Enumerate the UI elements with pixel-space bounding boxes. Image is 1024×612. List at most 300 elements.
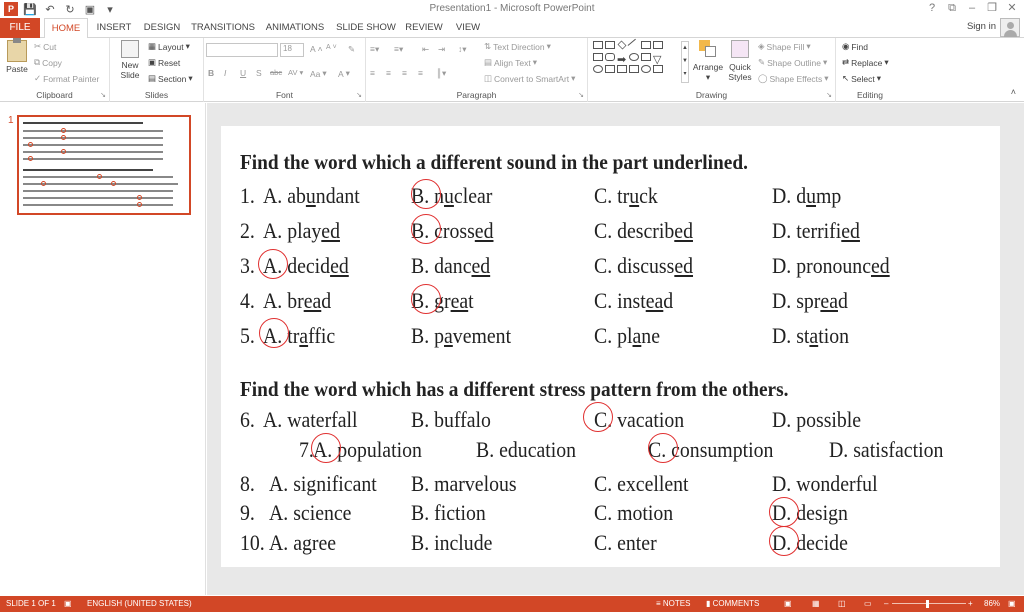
new-slide-label-2: Slide (120, 70, 140, 80)
answer-circle (411, 214, 441, 244)
shape-outline-label: Shape Outline (767, 57, 821, 68)
option-a: A. agree (269, 530, 337, 555)
tab-file[interactable]: FILE (0, 18, 40, 38)
tab-transitions[interactable]: TRANSITIONS (191, 22, 255, 33)
reset-icon: ▣ (148, 57, 157, 67)
change-case-button[interactable]: Aa ▾ (310, 68, 327, 79)
comments-label: COMMENTS (712, 599, 760, 608)
zoom-level[interactable]: 86% (984, 599, 1001, 608)
option-text: ck (639, 183, 658, 208)
tab-review[interactable]: REVIEW (405, 22, 443, 33)
font-group (204, 38, 366, 102)
answer-circle (311, 433, 341, 463)
option-text: t (468, 288, 474, 313)
language-status[interactable]: ENGLISH (UNITED STATES) (87, 599, 192, 608)
paint-bucket-icon: ◈ (758, 41, 765, 51)
rectangle-shape-icon[interactable] (617, 65, 627, 73)
option-text: mp (816, 183, 842, 208)
thumb-line (23, 151, 163, 153)
tab-home[interactable]: HOME (44, 18, 88, 39)
character-spacing-button[interactable]: AV ▾ (288, 68, 304, 77)
option-d: D. decide (772, 530, 848, 555)
rectangle-shape-icon[interactable] (653, 65, 663, 73)
rectangle-shape-icon[interactable] (641, 53, 651, 61)
save-icon[interactable]: 💾 (23, 3, 37, 16)
circle-shape-icon[interactable] (593, 65, 603, 73)
zoom-slider-thumb[interactable] (926, 600, 929, 608)
drawing-dialog-launcher-icon[interactable]: ↘ (826, 92, 832, 99)
customize-qat-icon[interactable]: ▾ (107, 3, 113, 16)
option-text: ffic (308, 323, 336, 348)
replace-icon: ⇄ (842, 57, 850, 67)
option-c (594, 183, 658, 209)
shadow-button[interactable]: S (256, 68, 262, 78)
format-painter-label: Format Painter (43, 73, 100, 84)
shapes-scroll[interactable]: ▲ ▼ ▾ (681, 41, 689, 83)
underlined-part: a (444, 323, 453, 348)
option-b: B. buffalo (411, 407, 491, 432)
option-text: d (837, 288, 848, 313)
avatar[interactable] (1000, 18, 1020, 37)
answer-circle (258, 249, 288, 279)
option-b: B. education (476, 437, 577, 462)
underlined-part: ed (471, 253, 491, 278)
option-text: C. inst (594, 288, 646, 313)
option-a (263, 183, 360, 209)
underlined-part: u (305, 183, 316, 208)
underlined-part: ed (841, 218, 860, 243)
option-d: D. satisfaction (829, 437, 944, 462)
thumb-line (23, 144, 163, 146)
option-d (772, 288, 848, 314)
dialog-launcher-icon[interactable]: ↘ (100, 92, 106, 99)
help-button[interactable]: ? (928, 2, 936, 14)
notes-label: NOTES (662, 599, 691, 608)
question-number: 1. (240, 183, 255, 208)
heading-stress: Find the word which has a different stress pattern from the others. (240, 377, 789, 401)
option-text: d (663, 288, 674, 313)
decrease-indent-icon[interactable]: ⇤ (422, 44, 430, 54)
answer-circle (411, 284, 441, 314)
copy-button[interactable] (34, 57, 62, 68)
font-color-button[interactable]: A ▾ (338, 68, 350, 79)
restore-button[interactable]: ❐ (987, 2, 997, 14)
oval-shape-icon[interactable] (629, 53, 639, 61)
bullets-icon[interactable]: ≡▾ (370, 44, 380, 54)
quick-styles-button[interactable] (726, 40, 754, 82)
columns-icon[interactable]: ║▾ (436, 68, 447, 78)
option-text: A. decid (263, 253, 331, 278)
option-text: D. pronounc (772, 253, 871, 278)
shape-effects-label: Shape Effects (769, 73, 823, 84)
option-a: A. significant (269, 471, 377, 496)
underlined-part: a (632, 323, 642, 348)
copy-label: Copy (42, 57, 62, 68)
slide-thumbnail-pane (0, 103, 206, 595)
layout-icon: ▦ (148, 41, 157, 51)
option-d (772, 183, 841, 209)
shapes-gallery[interactable] (592, 41, 688, 83)
powerpoint-app-icon[interactable]: P (4, 2, 18, 16)
change-case-label: Aa (310, 68, 321, 79)
start-from-beginning-icon[interactable]: ▣ (84, 3, 96, 16)
option-text: d (321, 288, 332, 313)
new-slide-label: New (121, 60, 139, 70)
shrink-font-button[interactable]: A ˅ (326, 44, 337, 51)
underlined-part: ed (870, 253, 890, 278)
text-direction-label: Text Direction (493, 41, 545, 52)
paste-icon (7, 40, 27, 62)
thumb-line (23, 130, 163, 132)
font-group-label: Font (275, 90, 293, 100)
option-c (594, 253, 693, 279)
option-text: D. d (772, 183, 807, 208)
option-text: A. tr (263, 323, 300, 348)
shape-outline-button[interactable]: ✎ Shape Outline ▾ (758, 57, 828, 68)
option-c (594, 323, 660, 349)
zoom-out-icon[interactable]: – (884, 599, 889, 608)
underlined-part: ed (674, 253, 694, 278)
underlined-part: u (629, 183, 640, 208)
slides-group-label: Slides (144, 90, 169, 100)
title-bar (0, 0, 1024, 18)
option-a: A. science (269, 500, 352, 525)
paste-button[interactable] (4, 40, 30, 74)
align-text-label: Align Text (494, 57, 531, 68)
editing-group (836, 38, 904, 102)
select-button[interactable]: ↖ Select ▾ (842, 73, 882, 84)
rectangle-shape-icon[interactable] (653, 41, 663, 49)
clear-formatting-icon[interactable]: ✎ (348, 44, 356, 54)
slide-editor-area (207, 103, 1024, 595)
grow-font-button[interactable]: A ˄ (310, 44, 323, 54)
layout-label: Layout (158, 41, 184, 52)
line-shape-icon[interactable] (628, 39, 641, 52)
new-slide-icon (121, 40, 139, 58)
question-number: 10. (240, 530, 265, 555)
shape-effects-button[interactable]: ◯ Shape Effects ▾ (758, 73, 829, 84)
slide-sorter-icon[interactable]: ▦ (812, 599, 820, 608)
zoom-slider[interactable] (892, 603, 966, 604)
thumb-line (23, 158, 163, 160)
align-text-icon: ▤ (484, 57, 493, 67)
paragraph-group (366, 38, 588, 102)
pen-icon: ✎ (758, 57, 766, 67)
font-color-label: A (338, 68, 344, 79)
cross-shape-icon[interactable] (641, 65, 651, 73)
cut-button[interactable] (34, 41, 56, 52)
shape-fill-label: Shape Fill (766, 41, 805, 52)
section-button[interactable]: ▤ Section ▾ (148, 73, 193, 84)
shrink-font-label: A (326, 44, 331, 51)
ribbon-tabs (0, 18, 1024, 38)
heading-sound: Find the word which a different sound in the part underlined. (240, 150, 748, 174)
fit-slide-icon[interactable]: ▣ (1008, 599, 1016, 608)
thumb-circle (137, 202, 142, 207)
align-center-icon[interactable]: ≡ (386, 68, 391, 78)
rectangle-shape-icon[interactable] (605, 41, 615, 49)
zoom-in-icon[interactable]: + (968, 599, 973, 608)
option-text: B. n (411, 183, 445, 208)
thumb-circle (97, 174, 102, 179)
section-icon: ▤ (148, 73, 157, 83)
collapse-ribbon-icon[interactable]: ˄ (1010, 87, 1016, 97)
redo-icon[interactable]: ↻ (65, 3, 75, 16)
drawing-group-label: Drawing (695, 90, 728, 100)
answer-circle (769, 526, 799, 556)
underlined-part: ea (303, 288, 322, 313)
option-text: D. spr (772, 288, 821, 313)
option-text: B. p (411, 323, 445, 348)
smartart-icon: ◫ (484, 73, 493, 83)
reading-view-icon[interactable]: ◫ (838, 599, 846, 608)
thumb-line (23, 137, 163, 139)
option-d: D. design (772, 500, 848, 525)
option-text: A. ab (263, 183, 306, 208)
align-left-icon[interactable]: ≡ (370, 68, 375, 78)
question-number: 8. (240, 471, 255, 496)
question-number: 5. (240, 323, 255, 348)
binoculars-icon: ◉ (842, 41, 850, 51)
replace-button[interactable]: ⇄ Replace ▾ (842, 57, 889, 68)
increase-indent-icon[interactable]: ⇥ (438, 44, 446, 54)
option-text: C. tr (594, 183, 630, 208)
option-text: C. pl (594, 323, 633, 348)
rectangle-shape-icon[interactable] (605, 65, 615, 73)
option-c: C. enter (594, 530, 657, 555)
thumb-line (23, 122, 143, 124)
cursor-icon: ↖ (842, 73, 850, 83)
format-painter-button[interactable] (34, 73, 99, 84)
cut-label: Cut (43, 41, 57, 52)
option-text: ndant (315, 183, 360, 208)
notes-icon: ≡ (656, 599, 661, 608)
answer-circle (259, 318, 289, 348)
option-text: ne (641, 323, 660, 348)
normal-view-icon[interactable]: ▣ (784, 599, 792, 608)
layout-button[interactable]: ▦ Layout ▾ (148, 41, 190, 52)
slide-number: 1 (8, 115, 14, 126)
option-text: C. discuss (594, 253, 675, 278)
quick-styles-icon (731, 40, 749, 58)
find-label: Find (851, 41, 868, 52)
rectangle-shape-icon[interactable] (629, 65, 639, 73)
drawing-group (588, 38, 836, 102)
rectangle-shape-icon[interactable] (641, 41, 651, 49)
sign-in-link[interactable]: Sign in (966, 21, 996, 32)
option-c (594, 218, 693, 244)
option-text: C. describ (594, 218, 675, 243)
thumb-line (23, 169, 153, 171)
underlined-part: ea (645, 288, 664, 313)
question-number: 4. (240, 288, 255, 313)
align-right-icon[interactable]: ≡ (402, 68, 407, 78)
undo-icon[interactable]: ↶ (45, 3, 55, 16)
option-text: D. terrifi (772, 218, 842, 243)
triangle-shape-icon[interactable]: ▽ (653, 54, 662, 66)
thumb-circle (28, 156, 33, 161)
underlined-part: a (299, 323, 309, 348)
underlined-part: ea (450, 288, 469, 313)
option-text: tion (818, 323, 850, 348)
option-a (263, 288, 331, 314)
thumb-circle (61, 135, 66, 140)
thumb-circle (28, 142, 33, 147)
line-spacing-icon[interactable]: ↕▾ (458, 44, 467, 54)
character-spacing-label: AV (288, 68, 298, 77)
slide-count: SLIDE 1 OF 1 (6, 599, 56, 608)
font-dialog-launcher-icon[interactable]: ↘ (356, 92, 362, 99)
ribbon-display-options-button[interactable]: ⧉ (948, 2, 956, 14)
effects-icon: ◯ (758, 73, 768, 83)
underlined-part: ed (474, 218, 494, 243)
replace-label: Replace (851, 57, 883, 68)
option-text: B. cross (411, 218, 475, 243)
window-title: Presentation1 - Microsoft PowerPoint (429, 3, 595, 14)
grow-font-label: A (310, 44, 316, 54)
align-text-button[interactable]: ▤ Align Text ▾ (484, 57, 538, 68)
slide-thumbnail[interactable] (17, 115, 191, 215)
numbering-icon[interactable]: ≡▾ (394, 44, 404, 54)
question-number: 6. (240, 407, 255, 432)
thumb-circle (61, 128, 66, 133)
option-b: B. include (411, 530, 493, 555)
option-c: C. consumption (648, 437, 774, 462)
option-c: C. motion (594, 500, 674, 525)
option-b: B. marvelous (411, 471, 517, 496)
spell-check-icon[interactable]: ▣ (64, 599, 72, 608)
tab-insert[interactable]: INSERT (96, 22, 132, 33)
underlined-part: a (809, 323, 819, 348)
convert-smartart-button[interactable]: ◫ Convert to SmartArt ▾ (484, 73, 576, 84)
close-button[interactable]: ✕ (1007, 2, 1017, 14)
slides-group (110, 38, 204, 102)
thumb-circle (111, 181, 116, 186)
font-size-combo[interactable] (280, 43, 304, 57)
option-b: B. fiction (411, 500, 486, 525)
option-a: A. waterfall (263, 407, 358, 432)
status-bar (0, 596, 1024, 612)
tab-view[interactable]: VIEW (455, 22, 481, 33)
arrange-label: Arrange (692, 62, 724, 72)
smartart-label: Convert to SmartArt (494, 73, 570, 84)
rounded-rect-icon[interactable] (605, 53, 615, 61)
diamond-shape-icon[interactable] (618, 41, 627, 50)
text-direction-button[interactable]: ⇅ Text Direction ▾ (484, 41, 551, 52)
thumb-circle (61, 149, 66, 154)
tab-design[interactable]: DESIGN (143, 22, 181, 33)
new-slide-button[interactable] (116, 40, 144, 80)
answer-circle (411, 179, 441, 209)
rectangle-shape-icon[interactable] (593, 41, 603, 49)
underline-button[interactable]: U (240, 68, 247, 78)
arrange-icon (699, 40, 717, 58)
underlined-part: ed (330, 253, 349, 278)
thumb-circle (137, 195, 142, 200)
underlined-part: u (806, 183, 817, 208)
answer-circle (769, 497, 799, 527)
answer-circle (648, 433, 678, 463)
option-d: D. possible (772, 407, 862, 432)
option-c: C. vacation (594, 407, 685, 432)
ribbon (0, 38, 1024, 102)
option-text: vement (452, 323, 512, 348)
reset-button[interactable] (148, 57, 180, 68)
text-direction-icon: ⇅ (484, 41, 492, 51)
arrange-button[interactable]: Arrange ▾ (692, 40, 724, 82)
bold-button[interactable]: B (208, 68, 215, 78)
option-text: A. play (263, 218, 322, 243)
arrow-shape-icon[interactable]: ➡ (617, 54, 627, 66)
tab-slide-show[interactable]: SLIDE SHOW (336, 22, 396, 33)
quick-styles-label-2: Styles (728, 72, 752, 82)
option-b (411, 253, 490, 279)
question-number: 9. (240, 500, 255, 525)
underlined-part: u (444, 183, 454, 208)
option-b (411, 323, 511, 349)
comments-button[interactable] (706, 599, 759, 608)
option-c: C. excellent (594, 471, 689, 496)
thumb-line (23, 190, 173, 192)
slide-canvas[interactable] (221, 126, 1000, 567)
clipboard-group (0, 38, 110, 102)
answer-circle (583, 402, 613, 432)
option-text: B. gr (411, 288, 451, 313)
strikethrough-button[interactable]: abc (270, 68, 283, 77)
select-label: Select (851, 73, 875, 84)
rectangle-shape-icon[interactable] (593, 53, 603, 61)
question-number: 2. (240, 218, 255, 243)
option-d: D. wonderful (772, 471, 878, 496)
window-controls (922, 0, 1022, 16)
section-label: Section (158, 73, 187, 84)
italic-button[interactable]: I (224, 68, 227, 78)
minimize-button[interactable]: – (968, 2, 976, 14)
reset-label: Reset (158, 57, 181, 68)
option-c (594, 288, 673, 314)
underlined-part: ea (820, 288, 838, 313)
comment-icon: ▮ (706, 599, 711, 608)
scissors-icon: ✂ (34, 41, 42, 51)
clipboard-group-label: Clipboard (36, 90, 73, 100)
paragraph-dialog-launcher-icon[interactable]: ↘ (578, 92, 584, 99)
slideshow-view-icon[interactable]: ▭ (864, 599, 872, 608)
find-button[interactable] (842, 41, 868, 52)
option-text: A. br (263, 288, 304, 313)
option-text: D. st (772, 323, 810, 348)
justify-icon[interactable]: ≡ (418, 68, 423, 78)
option-text: clear (453, 183, 493, 208)
underlined-part: ed (321, 218, 340, 243)
tab-animations[interactable]: ANIMATIONS (265, 22, 325, 33)
quick-styles-label: Quick (729, 62, 751, 72)
shape-fill-button[interactable]: ◈ Shape Fill ▾ (758, 41, 811, 52)
notes-button[interactable] (656, 599, 690, 608)
paragraph-group-label: Paragraph (456, 90, 497, 100)
font-name-combo[interactable] (206, 43, 278, 57)
brush-icon: ✓ (34, 73, 42, 83)
option-d (772, 323, 849, 349)
thumb-circle (41, 181, 46, 186)
copy-icon: ⧉ (34, 57, 41, 67)
paste-label: Paste (6, 64, 28, 74)
option-a: A. population (313, 437, 422, 462)
option-text: B. danc (411, 253, 472, 278)
underlined-part: ed (674, 218, 693, 243)
option-d (772, 218, 860, 244)
option-d (772, 253, 890, 279)
option-a (263, 218, 340, 244)
